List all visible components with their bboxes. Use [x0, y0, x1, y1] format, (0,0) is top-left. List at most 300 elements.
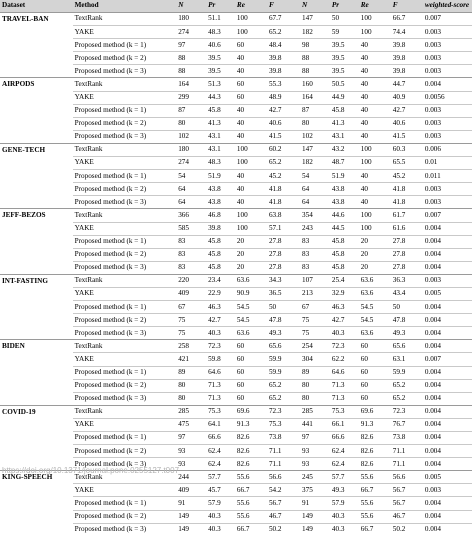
- value-cell: 20: [359, 261, 391, 274]
- value-cell: 0.004: [423, 497, 472, 510]
- value-cell: 36.5: [267, 287, 300, 300]
- dataset-name: COVID-19: [0, 405, 73, 418]
- value-cell: 55.6: [235, 497, 267, 510]
- dataset-cell-empty: [0, 327, 73, 340]
- method-cell: TextRank: [73, 274, 177, 287]
- value-cell: 72.3: [206, 340, 235, 353]
- value-cell: 421: [176, 353, 206, 366]
- value-cell: 66.1: [330, 418, 359, 431]
- value-cell: 82.6: [359, 458, 391, 471]
- value-cell: 80: [176, 379, 206, 392]
- value-cell: 182: [300, 157, 330, 170]
- dataset-cell-empty: [0, 497, 73, 510]
- value-cell: 149: [300, 510, 330, 523]
- value-cell: 60: [235, 39, 267, 52]
- table-row: [0, 26, 472, 39]
- value-cell: 39.8: [267, 52, 300, 65]
- value-cell: 100: [359, 222, 391, 235]
- value-cell: 39.8: [391, 39, 423, 52]
- value-cell: 55.6: [235, 510, 267, 523]
- value-cell: 46.8: [206, 209, 235, 222]
- dataset-cell-empty: [0, 445, 73, 458]
- value-cell: 40.3: [330, 523, 359, 536]
- value-cell: 0.006: [423, 143, 472, 156]
- value-cell: 51.3: [206, 78, 235, 91]
- value-cell: 39.5: [206, 52, 235, 65]
- value-cell: 47.8: [391, 314, 423, 327]
- column-header-1: Method: [73, 0, 177, 13]
- table-body: [0, 13, 472, 536]
- value-cell: 0.004: [423, 445, 472, 458]
- value-cell: 75.3: [330, 405, 359, 418]
- value-cell: 0.004: [423, 418, 472, 431]
- value-cell: 40: [359, 117, 391, 130]
- value-cell: 44.7: [391, 78, 423, 91]
- value-cell: 0.004: [423, 432, 472, 445]
- value-cell: 40: [359, 65, 391, 78]
- value-cell: 97: [300, 432, 330, 445]
- value-cell: 102: [176, 130, 206, 143]
- value-cell: 32.9: [330, 287, 359, 300]
- value-cell: 0.0056: [423, 91, 472, 104]
- value-cell: 0.004: [423, 405, 472, 418]
- dataset-cell-empty: [0, 261, 73, 274]
- method-cell: YAKE: [73, 222, 177, 235]
- value-cell: 71.3: [206, 379, 235, 392]
- value-cell: 220: [176, 274, 206, 287]
- value-cell: 40: [235, 170, 267, 183]
- table-row: [0, 170, 472, 183]
- value-cell: 147: [300, 13, 330, 26]
- value-cell: 27.8: [391, 261, 423, 274]
- dataset-name: GENE-TECH: [0, 143, 73, 156]
- value-cell: 65.6: [391, 340, 423, 353]
- value-cell: 60: [235, 353, 267, 366]
- value-cell: 91.3: [359, 418, 391, 431]
- value-cell: 48.4: [267, 39, 300, 52]
- value-cell: 63.6: [359, 274, 391, 287]
- value-cell: 50.5: [330, 78, 359, 91]
- value-cell: 73.8: [267, 432, 300, 445]
- value-cell: 160: [300, 78, 330, 91]
- value-cell: 0.003: [423, 183, 472, 196]
- value-cell: 100: [359, 26, 391, 39]
- value-cell: 43.8: [330, 183, 359, 196]
- table-row: [0, 78, 472, 91]
- value-cell: 42.7: [206, 314, 235, 327]
- dataset-cell-empty: [0, 248, 73, 261]
- method-cell: YAKE: [73, 287, 177, 300]
- value-cell: 65.2: [267, 26, 300, 39]
- value-cell: 61.7: [391, 209, 423, 222]
- value-cell: 40.3: [206, 510, 235, 523]
- dataset-cell-empty: [0, 314, 73, 327]
- dataset-cell-empty: [0, 196, 73, 209]
- value-cell: 40: [359, 130, 391, 143]
- value-cell: 97: [176, 39, 206, 52]
- value-cell: 41.8: [391, 196, 423, 209]
- table-row: [0, 235, 472, 248]
- column-header-4: Re: [235, 0, 267, 13]
- value-cell: 44.3: [206, 91, 235, 104]
- value-cell: 182: [300, 26, 330, 39]
- value-cell: 164: [176, 78, 206, 91]
- value-cell: 62.2: [330, 353, 359, 366]
- value-cell: 44.5: [330, 222, 359, 235]
- value-cell: 67.7: [267, 13, 300, 26]
- value-cell: 100: [235, 157, 267, 170]
- value-cell: 102: [300, 130, 330, 143]
- value-cell: 91: [176, 497, 206, 510]
- value-cell: 66.7: [359, 484, 391, 497]
- method-cell: TextRank: [73, 143, 177, 156]
- value-cell: 71.3: [330, 379, 359, 392]
- value-cell: 40.6: [267, 117, 300, 130]
- value-cell: 44.9: [330, 91, 359, 104]
- value-cell: 83: [176, 248, 206, 261]
- value-cell: 82.6: [235, 458, 267, 471]
- value-cell: 59.9: [391, 366, 423, 379]
- value-cell: 60: [359, 379, 391, 392]
- value-cell: 66.6: [330, 432, 359, 445]
- value-cell: 0.007: [423, 353, 472, 366]
- value-cell: 0.003: [423, 117, 472, 130]
- value-cell: 51.9: [206, 170, 235, 183]
- table-row: [0, 287, 472, 300]
- value-cell: 274: [176, 26, 206, 39]
- value-cell: 60.2: [267, 143, 300, 156]
- value-cell: 54.5: [235, 314, 267, 327]
- value-cell: 441: [300, 418, 330, 431]
- value-cell: 83: [300, 235, 330, 248]
- value-cell: 27.8: [267, 248, 300, 261]
- method-cell: Proposed method (k = 2): [73, 379, 177, 392]
- value-cell: 65.2: [267, 379, 300, 392]
- value-cell: 0.003: [423, 130, 472, 143]
- value-cell: 40.6: [206, 39, 235, 52]
- value-cell: 80: [300, 117, 330, 130]
- value-cell: 71.1: [391, 445, 423, 458]
- value-cell: 64: [176, 196, 206, 209]
- value-cell: 73.8: [391, 432, 423, 445]
- value-cell: 49.3: [267, 327, 300, 340]
- value-cell: 41.3: [330, 117, 359, 130]
- value-cell: 27.8: [267, 235, 300, 248]
- table-row: [0, 117, 472, 130]
- value-cell: 61.6: [391, 222, 423, 235]
- value-cell: 66.6: [206, 432, 235, 445]
- value-cell: 245: [300, 471, 330, 484]
- value-cell: 40: [359, 91, 391, 104]
- table-row: [0, 104, 472, 117]
- value-cell: 40: [235, 117, 267, 130]
- value-cell: 43.1: [206, 143, 235, 156]
- method-cell: YAKE: [73, 157, 177, 170]
- value-cell: 50: [330, 13, 359, 26]
- value-cell: 274: [176, 157, 206, 170]
- value-cell: 45.7: [206, 484, 235, 497]
- table-row: [0, 340, 472, 353]
- header-row: [0, 0, 472, 13]
- value-cell: 20: [235, 235, 267, 248]
- value-cell: 0.004: [423, 458, 472, 471]
- value-cell: 299: [176, 91, 206, 104]
- value-cell: 0.004: [423, 379, 472, 392]
- value-cell: 65.2: [267, 392, 300, 405]
- value-cell: 64: [176, 183, 206, 196]
- value-cell: 40: [359, 183, 391, 196]
- value-cell: 83: [176, 261, 206, 274]
- value-cell: 41.3: [206, 117, 235, 130]
- value-cell: 50.2: [391, 523, 423, 536]
- value-cell: 65.5: [391, 157, 423, 170]
- table-row: [0, 209, 472, 222]
- value-cell: 0.003: [423, 65, 472, 78]
- value-cell: 22.9: [206, 287, 235, 300]
- table-row: [0, 301, 472, 314]
- value-cell: 258: [176, 340, 206, 353]
- table-row: [0, 52, 472, 65]
- value-cell: 93: [300, 445, 330, 458]
- table-row: [0, 248, 472, 261]
- value-cell: 63.8: [267, 209, 300, 222]
- value-cell: 40.3: [206, 327, 235, 340]
- value-cell: 20: [359, 235, 391, 248]
- value-cell: 39.8: [391, 52, 423, 65]
- value-cell: 213: [300, 287, 330, 300]
- value-cell: 62.4: [330, 458, 359, 471]
- value-cell: 39.5: [330, 65, 359, 78]
- value-cell: 48.3: [206, 157, 235, 170]
- value-cell: 285: [176, 405, 206, 418]
- value-cell: 65.6: [267, 340, 300, 353]
- value-cell: 45.8: [206, 235, 235, 248]
- value-cell: 49.3: [330, 484, 359, 497]
- value-cell: 55.6: [359, 497, 391, 510]
- value-cell: 82.6: [235, 432, 267, 445]
- column-header-9: F: [391, 0, 423, 13]
- value-cell: 100: [359, 13, 391, 26]
- method-cell: Proposed method (k = 3): [73, 392, 177, 405]
- method-cell: Proposed method (k = 2): [73, 52, 177, 65]
- value-cell: 98: [300, 39, 330, 52]
- value-cell: 75: [176, 327, 206, 340]
- method-cell: Proposed method (k = 1): [73, 432, 177, 445]
- value-cell: 66.7: [359, 523, 391, 536]
- value-cell: 56.7: [391, 484, 423, 497]
- dataset-cell-empty: [0, 287, 73, 300]
- value-cell: 40: [359, 78, 391, 91]
- value-cell: 83: [300, 261, 330, 274]
- method-cell: Proposed method (k = 3): [73, 523, 177, 536]
- column-header-0: Dataset: [0, 0, 73, 13]
- value-cell: 45.8: [206, 261, 235, 274]
- dataset-cell-empty: [0, 392, 73, 405]
- value-cell: 0.004: [423, 327, 472, 340]
- method-cell: Proposed method (k = 3): [73, 130, 177, 143]
- dataset-cell-empty: [0, 366, 73, 379]
- value-cell: 63.6: [359, 287, 391, 300]
- value-cell: 87: [176, 104, 206, 117]
- value-cell: 69.6: [359, 405, 391, 418]
- column-header-5: F: [267, 0, 300, 13]
- value-cell: 75: [300, 314, 330, 327]
- value-cell: 66.7: [391, 13, 423, 26]
- value-cell: 54.5: [359, 301, 391, 314]
- value-cell: 45.2: [267, 170, 300, 183]
- value-cell: 71.1: [267, 458, 300, 471]
- value-cell: 56.7: [391, 497, 423, 510]
- value-cell: 66.7: [235, 484, 267, 497]
- method-cell: Proposed method (k = 1): [73, 170, 177, 183]
- method-cell: Proposed method (k = 2): [73, 510, 177, 523]
- dataset-cell-empty: [0, 157, 73, 170]
- value-cell: 97: [176, 432, 206, 445]
- column-header-2: N: [176, 0, 206, 13]
- value-cell: 60: [235, 91, 267, 104]
- value-cell: 149: [176, 523, 206, 536]
- doi-link[interactable]: https://doi.org/10.1371/journal.pone.0255127.t007: [2, 466, 180, 475]
- dataset-cell-empty: [0, 52, 73, 65]
- value-cell: 0.003: [423, 484, 472, 497]
- value-cell: 0.005: [423, 287, 472, 300]
- value-cell: 80: [300, 392, 330, 405]
- value-cell: 45.8: [206, 248, 235, 261]
- table-row: [0, 130, 472, 143]
- value-cell: 40.6: [391, 117, 423, 130]
- method-cell: Proposed method (k = 1): [73, 301, 177, 314]
- value-cell: 69.6: [235, 405, 267, 418]
- value-cell: 82.6: [359, 445, 391, 458]
- value-cell: 75.3: [206, 405, 235, 418]
- value-cell: 40.3: [330, 510, 359, 523]
- value-cell: 74.4: [391, 26, 423, 39]
- value-cell: 20: [359, 248, 391, 261]
- value-cell: 243: [300, 222, 330, 235]
- dataset-cell-empty: [0, 183, 73, 196]
- value-cell: 34.3: [267, 274, 300, 287]
- column-header-7: Pr: [330, 0, 359, 13]
- method-cell: Proposed method (k = 3): [73, 261, 177, 274]
- value-cell: 0.004: [423, 392, 472, 405]
- value-cell: 40.3: [330, 327, 359, 340]
- value-cell: 56.6: [267, 471, 300, 484]
- dataset-cell-empty: [0, 26, 73, 39]
- table-row: [0, 39, 472, 52]
- dataset-name: JEFF-BEZOS: [0, 209, 73, 222]
- value-cell: 41.5: [267, 130, 300, 143]
- value-cell: 40: [235, 196, 267, 209]
- method-cell: Proposed method (k = 1): [73, 497, 177, 510]
- dataset-name: AIRPODS: [0, 78, 73, 91]
- value-cell: 59: [330, 26, 359, 39]
- value-cell: 0.003: [423, 104, 472, 117]
- value-cell: 72.3: [267, 405, 300, 418]
- method-cell: TextRank: [73, 13, 177, 26]
- value-cell: 40.9: [391, 91, 423, 104]
- value-cell: 40: [235, 183, 267, 196]
- value-cell: 55.6: [359, 471, 391, 484]
- table-row: [0, 13, 472, 26]
- value-cell: 65.2: [267, 157, 300, 170]
- value-cell: 63.6: [235, 327, 267, 340]
- dataset-cell-empty: [0, 170, 73, 183]
- value-cell: 164: [300, 91, 330, 104]
- value-cell: 43.8: [206, 196, 235, 209]
- method-cell: Proposed method (k = 1): [73, 235, 177, 248]
- value-cell: 42.7: [391, 104, 423, 117]
- value-cell: 40: [359, 104, 391, 117]
- column-header-3: Pr: [206, 0, 235, 13]
- value-cell: 285: [300, 405, 330, 418]
- value-cell: 71.1: [267, 445, 300, 458]
- value-cell: 0.003: [423, 39, 472, 52]
- value-cell: 244: [176, 471, 206, 484]
- table-row: [0, 157, 472, 170]
- value-cell: 57.9: [330, 497, 359, 510]
- value-cell: 41.5: [391, 130, 423, 143]
- value-cell: 67: [176, 301, 206, 314]
- dataset-cell-empty: [0, 235, 73, 248]
- value-cell: 27.8: [267, 261, 300, 274]
- value-cell: 27.8: [391, 235, 423, 248]
- value-cell: 67: [300, 301, 330, 314]
- value-cell: 41.8: [391, 183, 423, 196]
- table-row: [0, 65, 472, 78]
- value-cell: 0.004: [423, 261, 472, 274]
- value-cell: 83: [176, 235, 206, 248]
- table-row: [0, 196, 472, 209]
- table-row: [0, 314, 472, 327]
- value-cell: 75.3: [267, 418, 300, 431]
- value-cell: 43.8: [206, 183, 235, 196]
- value-cell: 44.6: [330, 209, 359, 222]
- value-cell: 50.2: [267, 523, 300, 536]
- table-row: [0, 353, 472, 366]
- method-cell: Proposed method (k = 3): [73, 458, 177, 471]
- value-cell: 57.7: [206, 471, 235, 484]
- value-cell: 0.004: [423, 366, 472, 379]
- column-header-10: weighted-score: [423, 0, 472, 13]
- value-cell: 36.3: [391, 274, 423, 287]
- method-cell: TextRank: [73, 471, 177, 484]
- table-row: [0, 222, 472, 235]
- value-cell: 0.004: [423, 510, 472, 523]
- value-cell: 0.003: [423, 52, 472, 65]
- dataset-cell-empty: [0, 510, 73, 523]
- value-cell: 39.8: [206, 222, 235, 235]
- value-cell: 60.3: [391, 143, 423, 156]
- method-cell: Proposed method (k = 1): [73, 39, 177, 52]
- table-row: [0, 183, 472, 196]
- value-cell: 72.3: [330, 340, 359, 353]
- value-cell: 39.8: [391, 65, 423, 78]
- value-cell: 57.7: [330, 471, 359, 484]
- value-cell: 88: [300, 52, 330, 65]
- value-cell: 40.3: [206, 523, 235, 536]
- value-cell: 54.5: [359, 314, 391, 327]
- value-cell: 62.4: [206, 445, 235, 458]
- dataset-cell-empty: [0, 379, 73, 392]
- dataset-cell-empty: [0, 65, 73, 78]
- value-cell: 0.004: [423, 340, 472, 353]
- dataset-cell-empty: [0, 222, 73, 235]
- value-cell: 64.1: [206, 418, 235, 431]
- value-cell: 40: [359, 170, 391, 183]
- value-cell: 91.3: [235, 418, 267, 431]
- value-cell: 40: [359, 52, 391, 65]
- value-cell: 65.2: [391, 392, 423, 405]
